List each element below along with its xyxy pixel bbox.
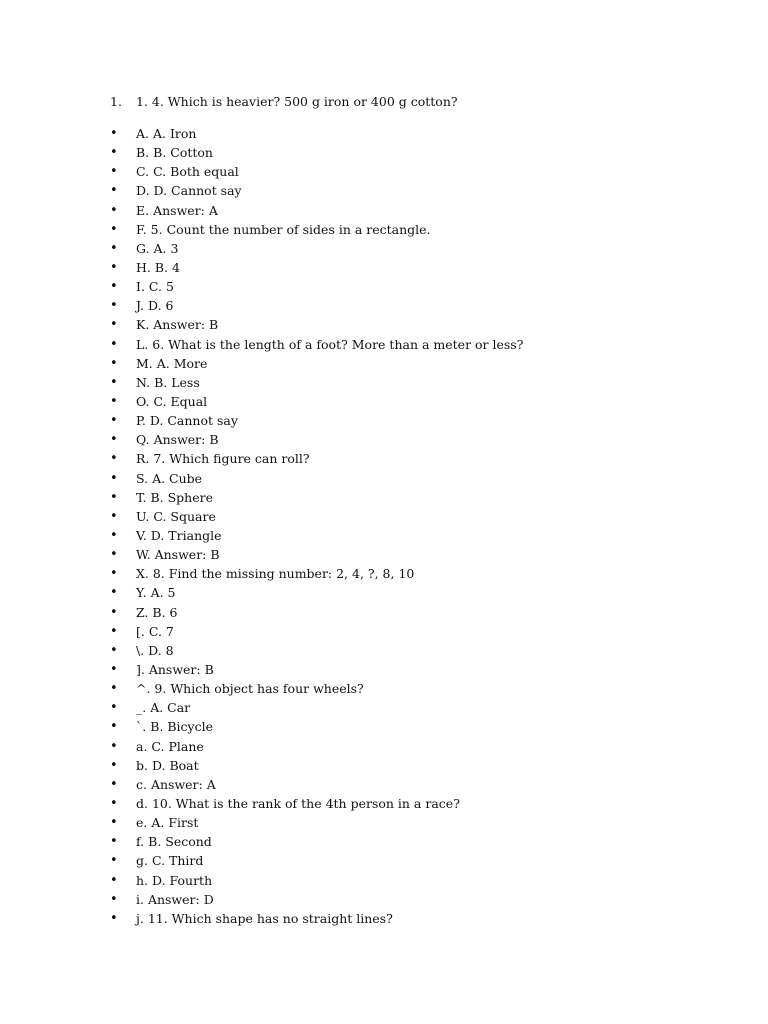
list-item-text: I. C. 5: [136, 279, 174, 295]
bullet-icon: [110, 395, 136, 408]
list-item-text: J. D. 6: [136, 298, 174, 314]
list-item: [110, 564, 523, 583]
bullet-icon: [110, 472, 136, 485]
list-item-text: G. A. 3: [136, 240, 179, 256]
list-item-text: b. D. Boat: [136, 757, 199, 773]
list-item: [110, 258, 523, 277]
list-item-text: N. B. Less: [136, 374, 200, 390]
list-item: [110, 392, 523, 411]
bullet-icon: [110, 567, 136, 580]
list-item: [110, 239, 523, 258]
bullet-icon: [110, 586, 136, 599]
bullet-icon: [110, 682, 136, 695]
list-item: [110, 870, 523, 889]
list-item: [110, 890, 523, 909]
list-item: [110, 277, 523, 296]
list-item-text: g. C. Third: [136, 853, 204, 869]
bullet-icon: [110, 912, 136, 925]
list-item-text: e. A. First: [136, 815, 199, 831]
list-item-text: C. C. Both equal: [136, 164, 239, 180]
bullet-icon: [110, 318, 136, 331]
bullet-icon: [110, 529, 136, 542]
list-item-text: j. 11. Which shape has no straight lines?: [136, 910, 393, 926]
list-item-text: R. 7. Which figure can roll?: [136, 451, 310, 467]
list-item-text: X. 8. Find the missing number: 2, 4, ?, 8, 10: [136, 566, 415, 582]
bullet-list: [110, 124, 523, 928]
list-item: [110, 181, 523, 200]
list-item-text: S. A. Cube: [136, 470, 203, 486]
list-item: [110, 603, 523, 622]
bullet-icon: [110, 701, 136, 714]
list-item-text: Q. Answer: B: [136, 432, 219, 448]
list-item-text: f. B. Second: [136, 834, 212, 850]
list-item: [110, 583, 523, 602]
bullet-icon: [110, 510, 136, 523]
bullet-icon: [110, 893, 136, 906]
list-item: [110, 201, 523, 220]
bullet-icon: [110, 835, 136, 848]
list-item: [110, 488, 523, 507]
bullet-icon: [110, 778, 136, 791]
list-item: [110, 641, 523, 660]
list-item: [110, 296, 523, 315]
bullet-icon: [110, 127, 136, 140]
list-item-text: W. Answer: B: [136, 547, 220, 563]
list-item: [110, 545, 523, 564]
bullet-icon: [110, 452, 136, 465]
numbered-question: [110, 94, 458, 110]
bullet-icon: [110, 433, 136, 446]
list-item-text: K. Answer: B: [136, 317, 219, 333]
list-item-text: U. C. Square: [136, 508, 216, 524]
bullet-icon: [110, 625, 136, 638]
list-item-text: ]. Answer: B: [136, 662, 214, 677]
list-item-text: T. B. Sphere: [136, 489, 213, 505]
list-item: [110, 373, 523, 392]
list-item-text: _. A. Car: [136, 700, 191, 716]
list-item: [110, 756, 523, 775]
list-item: [110, 832, 523, 851]
bullet-icon: [110, 759, 136, 772]
list-item: [110, 507, 523, 526]
list-item-text: d. 10. What is the rank of the 4th person in a race?: [136, 795, 460, 811]
list-item: [110, 698, 523, 717]
bullet-icon: [110, 854, 136, 867]
list-item: [110, 660, 523, 679]
bullet-icon: [110, 548, 136, 561]
list-item: [110, 679, 523, 698]
bullet-icon: [110, 874, 136, 887]
list-item-text: [. C. 7: [136, 623, 174, 639]
list-item-text: L. 6. What is the length of a foot? More than a meter or less?: [136, 336, 524, 352]
list-item: [110, 220, 523, 239]
list-item-text: ^. 9. Which object has four wheels?: [136, 681, 364, 697]
list-item-text: `. B. Bicycle: [136, 719, 213, 735]
bullet-icon: [110, 184, 136, 197]
list-item-text: Y. A. 5: [136, 585, 176, 601]
list-item-text: A. A. Iron: [136, 126, 197, 142]
bullet-icon: [110, 223, 136, 236]
list-item: [110, 717, 523, 736]
list-item: [110, 909, 523, 928]
bullet-icon: [110, 146, 136, 159]
list-item-text: M. A. More: [136, 355, 208, 371]
bullet-icon: [110, 338, 136, 351]
bullet-icon: [110, 299, 136, 312]
question-text: 1. 4. Which is heavier? 500 g iron or 400 g cotton?: [136, 94, 458, 109]
list-item-text: E. Answer: A: [136, 202, 218, 218]
list-item-text: P. D. Cannot say: [136, 413, 238, 429]
list-item: [110, 794, 523, 813]
list-item: [110, 335, 523, 354]
list-item-text: B. B. Cotton: [136, 145, 213, 161]
list-item: [110, 449, 523, 468]
list-item: [110, 851, 523, 870]
list-item: [110, 411, 523, 430]
list-item-text: F. 5. Count the number of sides in a rectangle.: [136, 221, 431, 237]
bullet-icon: [110, 242, 136, 255]
list-item-text: D. D. Cannot say: [136, 183, 242, 199]
list-item-text: i. Answer: D: [136, 891, 214, 907]
list-item: [110, 622, 523, 641]
list-item-text: V. D. Triangle: [136, 528, 222, 544]
bullet-icon: [110, 816, 136, 829]
list-item: [110, 124, 523, 143]
list-item-text: a. C. Plane: [136, 738, 204, 754]
bullet-icon: [110, 663, 136, 676]
list-item: [110, 315, 523, 334]
list-item: [110, 469, 523, 488]
bullet-icon: [110, 797, 136, 810]
bullet-icon: [110, 491, 136, 504]
bullet-icon: [110, 740, 136, 753]
list-item: [110, 813, 523, 832]
bullet-icon: [110, 357, 136, 370]
list-item: [110, 430, 523, 449]
list-item: [110, 775, 523, 794]
list-item-text: H. B. 4: [136, 260, 180, 276]
bullet-icon: [110, 720, 136, 733]
list-item-text: c. Answer: A: [136, 776, 216, 792]
list-item: [110, 162, 523, 181]
list-item-text: \. D. 8: [136, 642, 174, 658]
bullet-icon: [110, 204, 136, 217]
question-number: 1.: [110, 94, 122, 109]
list-item-text: h. D. Fourth: [136, 872, 213, 888]
bullet-icon: [110, 261, 136, 274]
list-item: [110, 526, 523, 545]
bullet-icon: [110, 165, 136, 178]
bullet-icon: [110, 376, 136, 389]
bullet-icon: [110, 606, 136, 619]
bullet-icon: [110, 644, 136, 657]
list-item-text: Z. B. 6: [136, 604, 178, 620]
list-item: [110, 143, 523, 162]
list-item: [110, 737, 523, 756]
list-item-text: O. C. Equal: [136, 394, 208, 410]
list-item: [110, 354, 523, 373]
bullet-icon: [110, 280, 136, 293]
bullet-icon: [110, 414, 136, 427]
